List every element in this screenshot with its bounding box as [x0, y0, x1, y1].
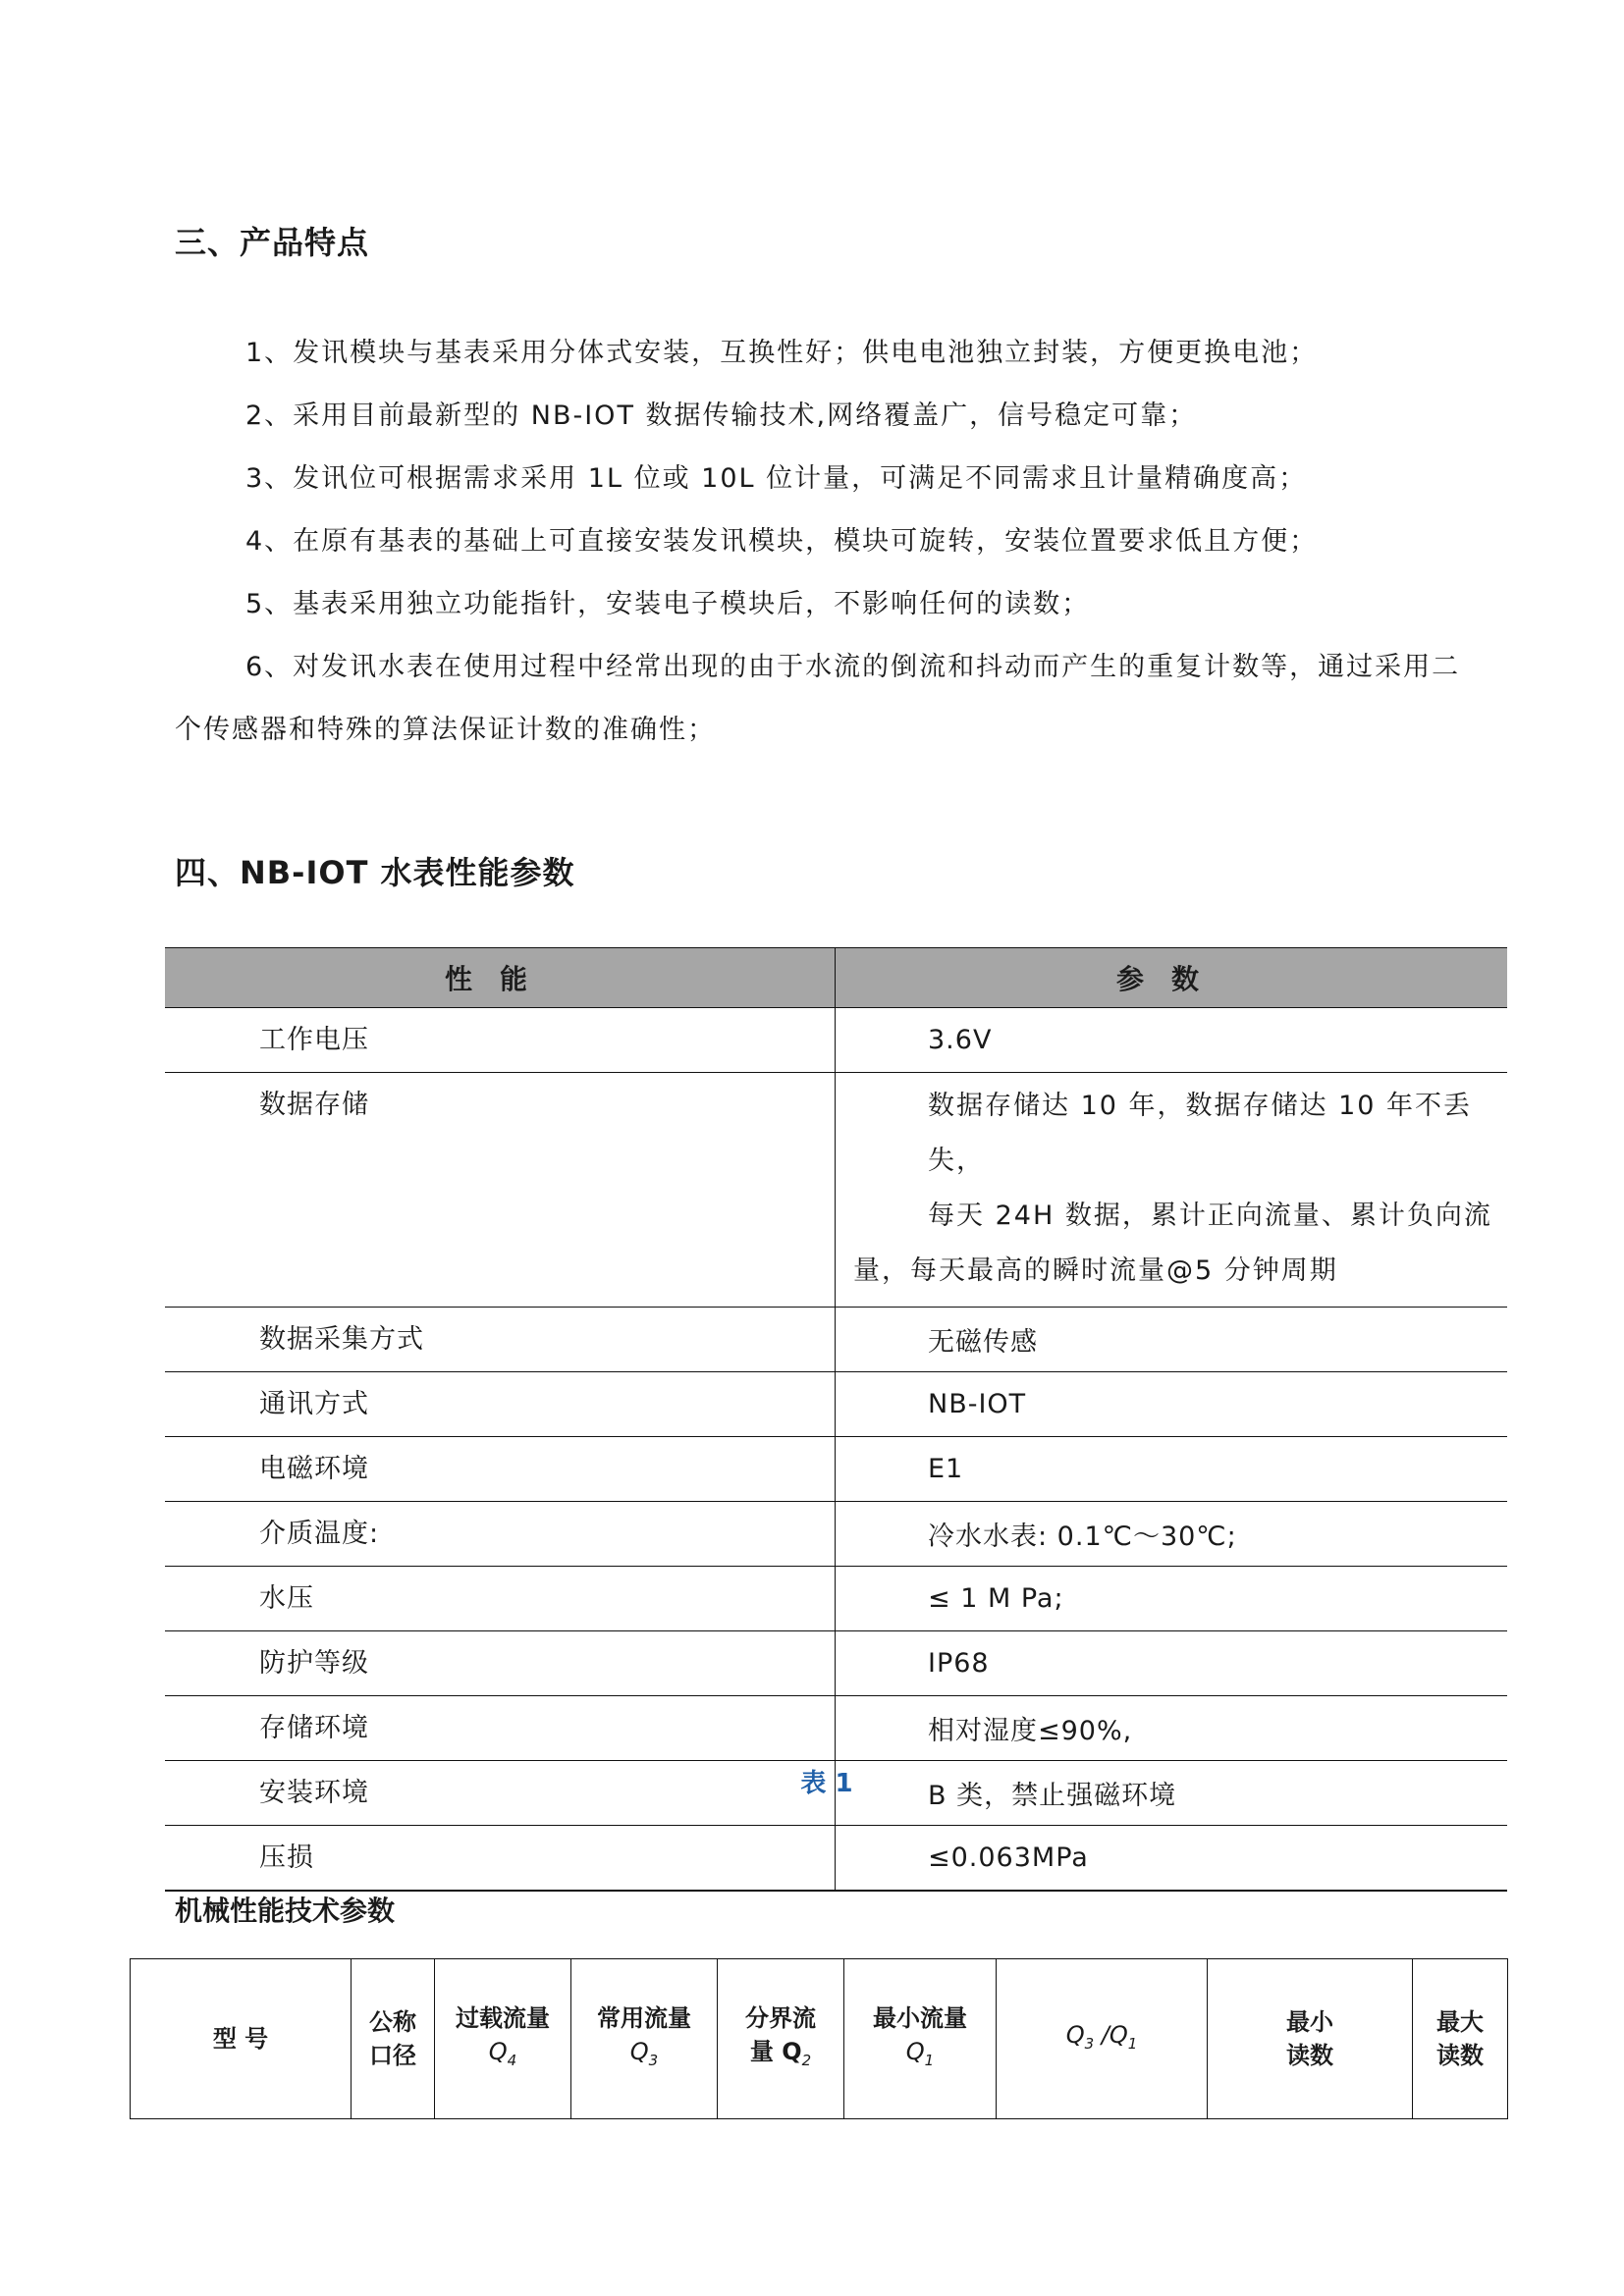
- header-max-reading: 最大 读数: [1413, 1959, 1508, 2119]
- header-transitional-flow-q2: 分界流 量 $Q_2$: [718, 1959, 844, 2119]
- value-line: 数据存储达 10 年，数据存储达 10 年不丢失，: [928, 1091, 1473, 1176]
- table-row: [165, 1502, 1507, 1567]
- features-list: [175, 322, 1471, 762]
- row-key: 电磁环境: [165, 1437, 836, 1502]
- row-value: 冷水水表: 0.1℃～30℃;: [836, 1502, 1508, 1567]
- performance-table: [165, 947, 1507, 1892]
- row-key: 数据采集方式: [165, 1308, 836, 1372]
- row-value: B 类，禁止强磁环境: [836, 1761, 1508, 1826]
- table-row: [165, 1567, 1507, 1631]
- row-value: ≤ 1 M Pa;: [836, 1567, 1508, 1631]
- header-parameter: 参数: [836, 948, 1508, 1008]
- table-row: [165, 1696, 1507, 1761]
- row-key: 存储环境: [165, 1696, 836, 1761]
- row-value: 3.6V: [836, 1008, 1508, 1073]
- table-row: [165, 1372, 1507, 1437]
- row-value: E1: [836, 1437, 1508, 1502]
- row-key: 压损: [165, 1826, 836, 1892]
- table-row: [165, 1826, 1507, 1892]
- header-performance: 性能: [165, 948, 836, 1008]
- table-row: [165, 1073, 1507, 1308]
- row-key: 通讯方式: [165, 1372, 836, 1437]
- feature-item-4: 4、在原有基表的基础上可直接安装发讯模块，模块可旋转，安装位置要求低且方便；: [245, 526, 1319, 557]
- table-header-row: [131, 1959, 1508, 2119]
- feature-item-3: 3、发讯位可根据需求采用 1L 位或 10L 位计量，可满足不同需求且计量精确度高；: [245, 463, 1308, 494]
- row-key: 水压: [165, 1567, 836, 1631]
- row-key: 介质温度:: [165, 1502, 836, 1567]
- table-header-row: [165, 948, 1507, 1008]
- row-key: 防护等级: [165, 1631, 836, 1696]
- table-row: [165, 1437, 1507, 1502]
- row-value: ≤0.063MPa: [836, 1826, 1508, 1892]
- header-ratio-q3-q1: $Q_3$ $/Q_1$: [997, 1959, 1208, 2119]
- row-key: 数据存储: [165, 1073, 836, 1308]
- row-value-multiline: [836, 1073, 1508, 1308]
- feature-item-5: 5、基表采用独立功能指针，安装电子模块后，不影响任何的读数；: [245, 589, 1091, 619]
- feature-item-6: 6、对发讯水表在使用过程中经常出现的由于水流的倒流和抖动而产生的重复计数等，通过采用二个传感器和特殊的算法保证计数的准确性；: [175, 652, 1461, 745]
- value-line: 量，每天最高的瞬时流量@5 分钟周期: [853, 1255, 1338, 1286]
- mechanical-params-title: 机械性能技术参数: [175, 1895, 396, 1927]
- header-nominal-diameter: 公称 口径: [352, 1959, 435, 2119]
- header-minimum-flow-q1: 最小流量 $Q_1$: [844, 1959, 997, 2119]
- mechanical-params-table: [130, 1958, 1508, 2119]
- feature-item-1: 1、发讯模块与基表采用分体式安装，互换性好；供电电池独立封装，方便更换电池；: [245, 338, 1319, 368]
- value-line: 每天 24H 数据，累计正向流量、累计负向流: [928, 1201, 1492, 1231]
- table-row: [165, 1008, 1507, 1073]
- header-permanent-flow-q3: 常用流量 $Q_3$: [571, 1959, 718, 2119]
- row-value: IP68: [836, 1631, 1508, 1696]
- row-value: 相对湿度≤90%,: [836, 1696, 1508, 1761]
- section-heading-performance: 四、NB-IOT 水表性能参数: [175, 854, 575, 891]
- table-row: [165, 1308, 1507, 1372]
- table-row: [165, 1631, 1507, 1696]
- feature-item-2: 2、采用目前最新型的 NB-IOT 数据传输技术,网络覆盖广，信号稳定可靠；: [245, 400, 1198, 431]
- section-heading-features: 三、产品特点: [175, 224, 370, 261]
- row-key: 工作电压: [165, 1008, 836, 1073]
- row-value: NB-IOT: [836, 1372, 1508, 1437]
- header-model: 型 号: [131, 1959, 352, 2119]
- table-caption: 表 1: [800, 1769, 853, 1798]
- header-min-reading: 最小 读数: [1208, 1959, 1413, 2119]
- row-key: 安装环境: [165, 1761, 836, 1826]
- header-overload-flow-q4: 过载流量 $Q_4$: [435, 1959, 571, 2119]
- row-value: 无磁传感: [836, 1308, 1508, 1372]
